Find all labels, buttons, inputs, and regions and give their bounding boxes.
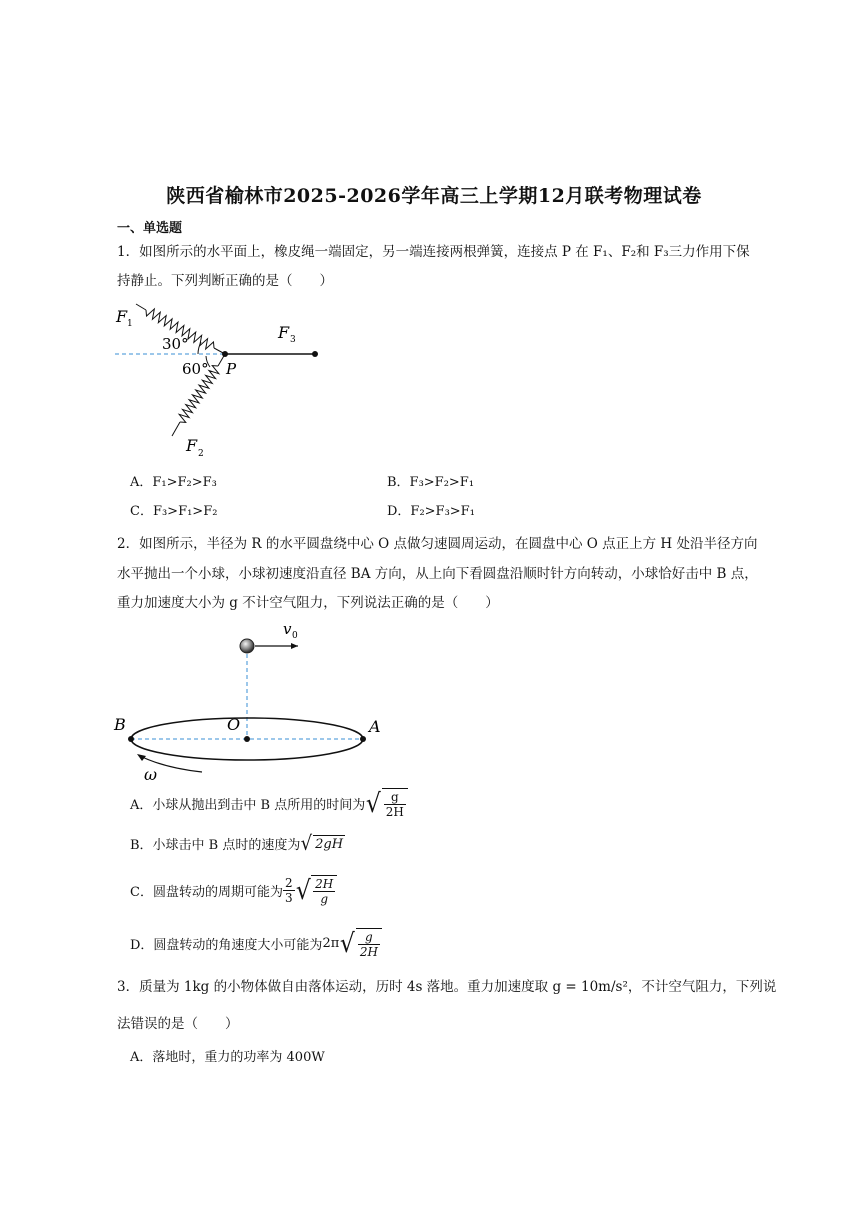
q1-option-a: A．F₁>F₂>F₃ — [130, 475, 217, 490]
q2-option-d-text: D．圆盘转动的角速度大小可能为 — [130, 938, 323, 953]
rotation-arrow-icon — [137, 754, 146, 761]
q2-option-c: C．圆盘转动的周期可能为 $\frac{2}{3}$ √ $\frac{2H}{g}$ — [130, 875, 337, 906]
ball-icon — [240, 639, 254, 653]
point-b-label: B — [114, 715, 126, 734]
omega-label: ω — [144, 765, 158, 783]
f1-label: F — [116, 307, 128, 326]
q3-line2: 法错误的是（ ） — [117, 1016, 239, 1032]
q2-c-rnum: 2H — [315, 877, 334, 891]
q2-a-num: g — [384, 790, 406, 805]
angle-60-label: 60° — [182, 360, 209, 378]
q1-force-diagram — [110, 296, 340, 461]
q1-option-c: C．F₃>F₁>F₂ — [130, 504, 218, 519]
q2-a-den: 2H — [385, 805, 404, 819]
q2-line2: 水平抛出一个小球，小球初速度沿直径 BA 方向，从上向下看圆盘沿顺时针方向转动，小球恰好击中 B 点， — [117, 566, 758, 582]
v0-sub: 0 — [292, 631, 298, 641]
q1-line1: 1．如图所示的水平面上，橡皮绳一端固定，另一端连接两根弹簧，连接点 P 在 F₁、F₂和 F₃三力作用下保 — [117, 244, 750, 260]
q2-b-expr: 2gH — [315, 836, 344, 852]
q2-option-b-text: B．小球击中 B 点时的速度为 — [130, 837, 301, 853]
q2-d-den: 2H — [359, 945, 378, 959]
q1-line2: 持静止。下列判断正确的是（ ） — [117, 273, 333, 289]
f1-sub: 1 — [127, 319, 133, 329]
q2-line1: 2．如图所示，半径为 R 的水平圆盘绕中心 O 点做匀速圆周运动，在圆盘中心 O 点正上方 H 处沿半径方向 — [117, 536, 758, 552]
q2-option-a-text: A．小球从抛出到击中 B 点所用的时间为 — [130, 798, 366, 813]
velocity-arrow-icon — [291, 643, 298, 649]
v0-label: v — [283, 620, 292, 638]
q2-line3: 重力加速度大小为 g 不计空气阻力，下列说法正确的是（ ） — [117, 595, 499, 611]
q2-option-c-text: C．圆盘转动的周期可能为 — [130, 885, 283, 900]
q1-option-b: B．F₃>F₂>F₁ — [387, 475, 475, 490]
q3-option-a: A．落地时，重力的功率为 400W — [130, 1050, 325, 1065]
angle-30-label: 30° — [162, 335, 189, 353]
q1-option-d: D．F₂>F₃>F₁ — [387, 504, 475, 519]
point-a-label: A — [369, 717, 381, 736]
q2-option-d: D．圆盘转动的角速度大小可能为 2π √ $\frac{g}{2H}$ — [130, 928, 382, 959]
q2-disk-diagram — [110, 618, 390, 783]
q3-line1: 3．质量为 1kg 的小物体做自由落体运动，历时 4s 落地。重力加速度取 g = 10m/s²，不计空气阻力，下列说 — [117, 979, 777, 995]
f3-label: F — [278, 323, 290, 342]
section-heading: 一、单选题 — [117, 221, 183, 236]
q2-d-num: g — [358, 930, 380, 945]
f2-label: F — [186, 436, 198, 455]
q2-option-b: B．小球击中 B 点时的速度为 √ 2gH — [130, 831, 344, 855]
page-title: 陕西省榆林市2025-2026学年高三上学期12月联考物理试卷 — [166, 185, 702, 207]
f2-sub: 2 — [198, 449, 204, 459]
q2-d-coef: 2π — [322, 936, 340, 951]
point-o-label: O — [227, 715, 241, 734]
q2-option-a: A．小球从抛出到击中 B 点所用的时间为 √ $\frac{g}{2H}$ — [130, 788, 408, 819]
q2-c-num: 2 — [284, 876, 293, 890]
q2-c-rden: g — [320, 892, 329, 906]
q2-c-den: 3 — [284, 891, 293, 905]
f3-sub: 3 — [290, 335, 296, 345]
point-p-label: P — [226, 360, 237, 378]
